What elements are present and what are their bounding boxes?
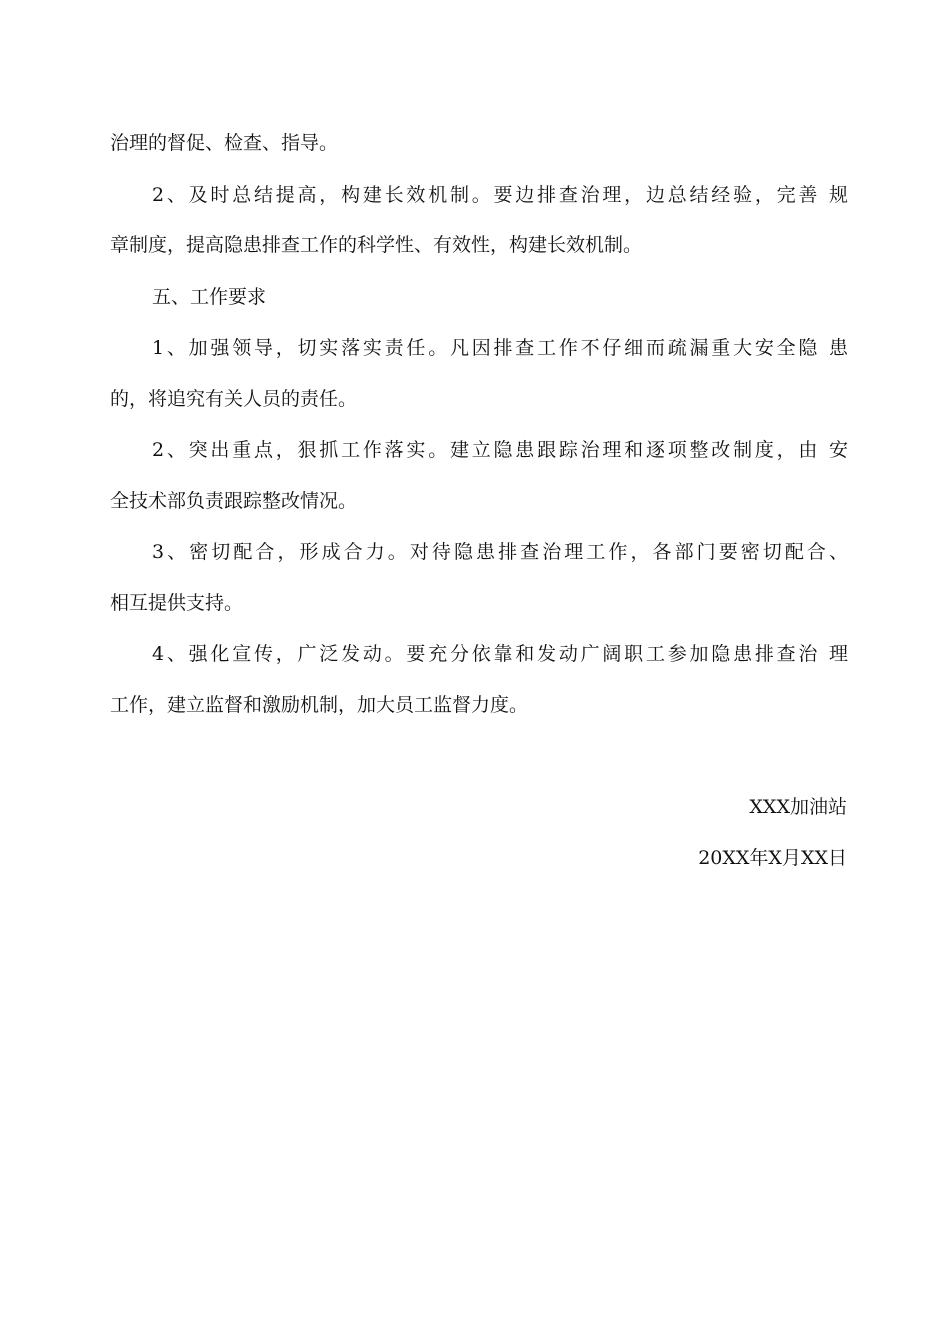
section-heading: 五、工作要求 (152, 286, 267, 308)
text-line: 治理的督促、检查、指导。 (110, 132, 339, 154)
text-line: 3、密切配合，形成合力。对待隐患排查治理工作，各部门要密切配合、 (152, 541, 848, 563)
text-line: 4、强化宣传，广泛发动。要充分依靠和发动广阔职工参加隐患排查治 理 (152, 643, 848, 665)
text-line: 工作，建立监督和激励机制，加大员工监督力度。 (110, 694, 529, 716)
signature-organization: XXX加油站 (749, 796, 847, 818)
text-line: 2、突出重点，狠抓工作落实。建立隐患跟踪治理和逐项整改制度，由 安 (152, 439, 848, 461)
text-line: 1、加强领导，切实落实责任。凡因排查工作不仔细而疏漏重大安全隐 患 (152, 337, 848, 359)
text-line: 全技术部负责跟踪整改情况。 (110, 490, 358, 512)
signature-date: 20XX年X月XX日 (698, 847, 847, 869)
text-line: 的，将追究有关人员的责任。 (110, 388, 358, 410)
text-line: 章制度，提高隐患排查工作的科学性、有效性，构建长效机制。 (110, 234, 643, 256)
text-line: 2、及时总结提高，构建长效机制。要边排查治理，边总结经验，完善 规 (152, 184, 848, 206)
text-line: 相互提供支持。 (110, 592, 244, 614)
